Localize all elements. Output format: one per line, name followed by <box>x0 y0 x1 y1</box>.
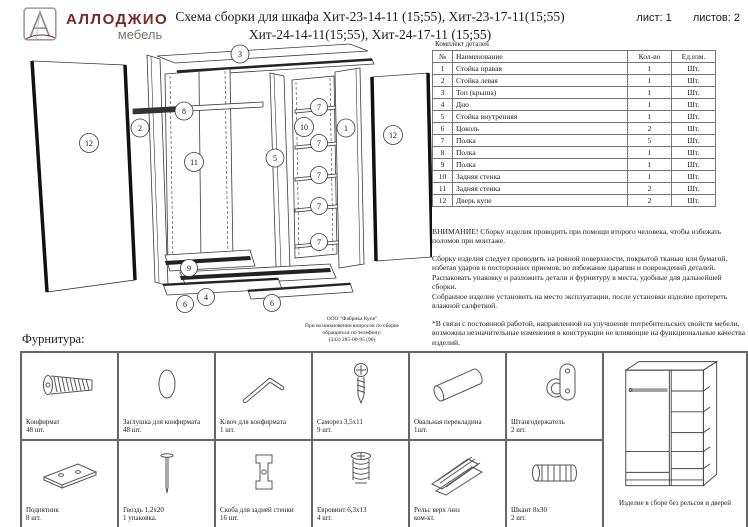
factory-name: ООО "Фабрика Купе" <box>326 316 378 322</box>
part-label: 7 <box>317 102 321 112</box>
hardware-item-qty: 1шт. <box>414 426 428 435</box>
hardware-item-confirmat <box>21 352 118 440</box>
part-unit: Шт. <box>672 75 716 87</box>
rail-icon <box>426 447 490 499</box>
assembly-notes <box>432 227 746 355</box>
part-num: 11 <box>433 183 453 195</box>
page-title-line1: Схема сборки для шкафа Хит-23-14-11 (15;55), Хит-23-17-11(15;55) <box>175 9 565 24</box>
exploded-assembly-diagram <box>20 42 432 334</box>
table-row <box>433 135 716 147</box>
col-header-unit: Ед.изм. <box>672 51 716 63</box>
col-header-num: № <box>433 51 453 63</box>
hardware-item-name: Рельс верх /низ <box>414 505 460 514</box>
cap-icon <box>135 359 199 411</box>
part-label: 6 <box>270 298 274 308</box>
part-name: Полка <box>453 135 628 147</box>
hardware-item-name: Заглушка для конфирмата <box>123 417 201 426</box>
hardware-item-name: Гвоздь 1,2x20 <box>123 505 164 514</box>
part-num: 5 <box>433 111 453 123</box>
part-qty: 5 <box>628 135 672 147</box>
part-unit: Шт. <box>672 63 716 75</box>
hardware-item-dowel <box>506 440 603 527</box>
part-name: Стойка правая <box>453 63 628 75</box>
hardware-item-name: Овальная перекладина <box>414 417 482 426</box>
table-row <box>433 147 716 159</box>
part-name: Стойка левая <box>453 75 628 87</box>
part-name: Топ (крыша) <box>453 87 628 99</box>
hardware-item-name: Скоба для задней стенки <box>220 505 294 514</box>
part-name: Полка <box>453 147 628 159</box>
table-row <box>433 171 716 183</box>
part-qty: 1 <box>628 87 672 99</box>
foot-pad-icon <box>38 447 102 499</box>
hardware-item-hex-key <box>215 352 312 440</box>
part-num: 10 <box>433 171 453 183</box>
table-row <box>433 195 716 207</box>
hardware-item-name: Конфирмат <box>26 417 60 426</box>
euro-screw-icon <box>329 447 393 499</box>
part-num: 3 <box>433 87 453 99</box>
back-wall-bracket-icon <box>232 447 296 499</box>
hardware-item-rail <box>409 440 506 527</box>
hardware-item-name: Саморез 3,5x11 <box>317 417 363 426</box>
table-row <box>433 75 716 87</box>
part-unit: Шт. <box>672 159 716 171</box>
part-unit: Шт. <box>672 147 716 159</box>
part-qty: 1 <box>628 171 672 183</box>
part-qty: 1 <box>628 111 672 123</box>
part-label: 7 <box>317 201 321 211</box>
hardware-item-qty: ком-кт. <box>414 514 435 523</box>
hardware-item-name: Ключ для конфирмата <box>220 417 286 426</box>
part-label: 3 <box>238 49 242 59</box>
hardware-item-rod-holder <box>506 352 603 440</box>
hardware-item-qty: 1 упаковка. <box>123 514 157 523</box>
hardware-item-qty: 48 шт. <box>123 426 142 435</box>
note-paragraph: Собранное изделие установить на место эксплуатации, после установки изделие протереть влажной салфеткой. <box>432 291 728 311</box>
hardware-item-qty: 1 шт. <box>220 426 235 435</box>
part-num: 7 <box>433 135 453 147</box>
part-qty: 1 <box>628 147 672 159</box>
parts-table-header <box>433 51 716 63</box>
parts-table <box>432 50 716 207</box>
parts-table-caption: Комплект деталей <box>435 40 489 48</box>
oval-rod-icon <box>426 359 490 411</box>
warning-text: ВНИМАНИЕ! Сборку изделия проводить при помощи второго человека, чтобы избежать поломов при монтаже. <box>432 227 722 246</box>
sheet-number: лист: 1 <box>636 12 672 24</box>
part-unit: Шт. <box>672 111 716 123</box>
factory-note2: обращаться по телефону: <box>322 330 382 337</box>
part-label: 12 <box>389 130 397 140</box>
brand-subtitle: мебель <box>117 26 163 42</box>
table-row <box>433 123 716 135</box>
assembled-product-cell <box>603 352 747 527</box>
note-paragraph: Сборку изделия следует проводить на ровной поверхности, покрытой тканью или бумагой, избегая ударов и посторонних приемов, во избежание царапин и повреждений деталей. <box>432 253 728 273</box>
factory-phone: (343) 285-00-95 (96) <box>328 337 376 344</box>
part-label: 5 <box>273 153 277 163</box>
part-label: 11 <box>190 157 198 167</box>
self-tapping-screw-icon <box>329 359 393 411</box>
factory-note1: При возникновении вопросов по сборке <box>305 323 399 330</box>
hardware-item-qty: 9 шт. <box>317 426 332 435</box>
col-header-name: Наименование <box>453 51 628 63</box>
table-row <box>433 183 716 195</box>
nail-icon <box>135 447 199 499</box>
part-qty: 1 <box>628 159 672 171</box>
hardware-item-euro-screw <box>312 440 409 527</box>
hardware-table <box>20 351 748 527</box>
part-label: 7 <box>317 138 321 148</box>
brand-logo <box>22 6 168 44</box>
part-num: 2 <box>433 75 453 87</box>
table-row <box>433 87 716 99</box>
hardware-item-qty: 8 шт. <box>26 514 41 523</box>
part-name: Задняя стенка <box>453 171 628 183</box>
part-label: 7 <box>317 237 321 247</box>
brand-name: АЛЛОДЖИО <box>66 11 169 28</box>
part-qty: 2 <box>628 123 672 135</box>
hardware-item-qty: 2 шт. <box>511 514 526 523</box>
hardware-item-qty: 2 шт. <box>511 426 526 435</box>
part-num: 12 <box>433 195 453 207</box>
hardware-item-name: Подпятник <box>26 505 59 514</box>
hardware-item-qty: 4 шт. <box>317 514 332 523</box>
part-label: 9 <box>187 263 191 273</box>
part-label: 1 <box>344 123 348 133</box>
part-unit: Шт. <box>672 195 716 207</box>
sheet-info <box>618 12 740 24</box>
part-label: 2 <box>138 123 142 133</box>
factory-contact <box>272 316 432 345</box>
table-row <box>433 111 716 123</box>
part-num: 9 <box>433 159 453 171</box>
part-label: 10 <box>300 122 308 132</box>
disclaimer-text: *В связи с постоянной работой, направленной на улучшение потребительских свойств мебели, возможны незначительные изменения в конструкции не влияющие на функциональные качества изделий. <box>432 318 745 347</box>
part-name: Полка <box>453 159 628 171</box>
hardware-item-self-tapping-screw <box>312 352 409 440</box>
hardware-item-nail <box>118 440 215 527</box>
sheets-total: листов: 2 <box>692 12 740 24</box>
part-name: Цоколь <box>453 123 628 135</box>
table-row <box>433 99 716 111</box>
hardware-item-qty: 48 шт. <box>26 426 45 435</box>
hardware-item-name: Евровинт 6,3x13 <box>317 505 367 514</box>
part-num: 1 <box>433 63 453 75</box>
brand-logo-icon <box>22 6 60 44</box>
part-unit: Шт. <box>672 171 716 183</box>
part-label: 7 <box>317 170 321 180</box>
part-unit: Шт. <box>672 183 716 195</box>
rod-holder-icon <box>523 359 587 411</box>
part-qty: 1 <box>628 63 672 75</box>
part-label: 4 <box>204 292 208 302</box>
note-paragraph: Распаковать упаковку и разложить детали и фурнитуру в места, удобные для дальнейшей сборки. <box>432 272 722 292</box>
hardware-section-title: Фурнитура: <box>22 332 85 346</box>
dowel-icon <box>523 447 587 499</box>
part-label: 8 <box>182 106 186 116</box>
part-num: 6 <box>433 123 453 135</box>
part-label: 12 <box>85 138 93 148</box>
hardware-item-qty: 16 шт. <box>220 514 239 523</box>
table-row <box>433 63 716 75</box>
part-name: Задняя стенка <box>453 183 628 195</box>
part-unit: Шт. <box>672 87 716 99</box>
confirmat-screw-icon <box>38 359 102 411</box>
assembled-cabinet-drawing <box>611 355 739 497</box>
part-name: Дверь купе <box>453 195 628 207</box>
part-unit: Шт. <box>672 135 716 147</box>
assembled-caption: Изделие в сборе без рельсов и дверей <box>618 499 732 507</box>
part-unit: Шт. <box>672 123 716 135</box>
part-label: 6 <box>183 299 187 309</box>
hardware-item-foot-pad <box>21 440 118 527</box>
part-name: Стойка внутренняя <box>453 111 628 123</box>
hex-key-icon <box>232 359 296 411</box>
table-row <box>433 159 716 171</box>
part-name: Дно <box>453 99 628 111</box>
col-header-qty: Кол-во <box>628 51 672 63</box>
hardware-item-cap <box>118 352 215 440</box>
part-num: 8 <box>433 147 453 159</box>
part-qty: 2 <box>628 195 672 207</box>
part-qty: 1 <box>628 99 672 111</box>
part-qty: 2 <box>628 183 672 195</box>
part-num: 4 <box>433 99 453 111</box>
page-title <box>170 8 570 43</box>
part-qty: 1 <box>628 75 672 87</box>
hardware-item-name: Шкант 8x30 <box>511 505 548 514</box>
hardware-item-name: Штангодержатель <box>511 417 565 426</box>
page-title-line2: Хит-24-14-11(15;55), Хит-24-17-11 (15;55) <box>248 26 492 42</box>
hardware-item-oval-rod <box>409 352 506 440</box>
part-unit: Шт. <box>672 99 716 111</box>
hardware-item-back-wall-bracket <box>215 440 312 527</box>
